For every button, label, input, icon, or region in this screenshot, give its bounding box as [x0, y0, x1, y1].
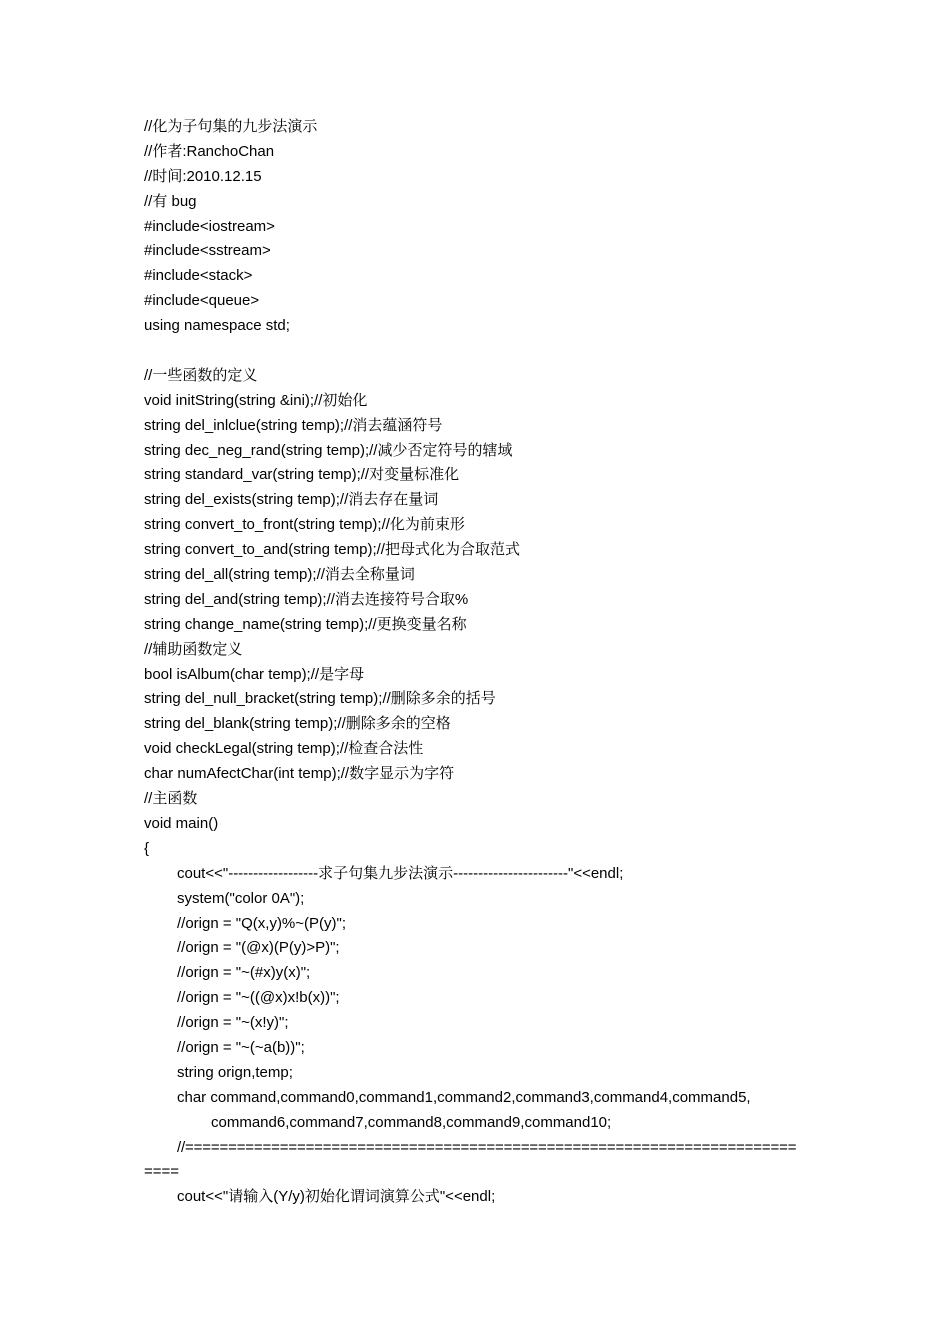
declaration-line: string convert_to_and(string temp);//把母式化为合取范式 — [144, 541, 520, 559]
code-line: char command,command0,command1,command2,command3,command4,command5, — [177, 1088, 751, 1106]
code-line: string orign,temp; — [177, 1063, 293, 1081]
comment-line: //orign = "~(#x)y(x)"; — [177, 964, 311, 982]
declaration-line: string del_all(string temp);//消去全称量词 — [144, 566, 415, 584]
comment-line: //化为子句集的九步法演示 — [144, 118, 318, 135]
comment-line: //有 bug — [144, 192, 197, 210]
comment-line: //orign = "Q(x,y)%~(P(y)"; — [177, 914, 347, 932]
declaration-line: string del_blank(string temp);//删除多余的空格 — [144, 715, 451, 733]
include-line: #include<iostream> — [144, 217, 275, 235]
code-line: cout<<"请输入(Y/y)初始化谓词演算公式"<<endl; — [177, 1188, 496, 1206]
separator-line: ==== — [144, 1163, 180, 1181]
declaration-line: bool isAlbum(char temp);//是字母 — [144, 665, 365, 683]
comment-line: //orign = "~(x!y)"; — [177, 1014, 289, 1032]
include-line: #include<queue> — [144, 292, 260, 310]
comment-line: //orign = "(@x)(P(y)>P)"; — [177, 939, 340, 957]
comment-line: //作者:RanchoChan — [144, 142, 275, 160]
code-line: using namespace std; — [144, 317, 290, 335]
comment-line: //一些函数的定义 — [144, 366, 258, 384]
declaration-line: void checkLegal(string temp);//检查合法性 — [144, 740, 424, 758]
declaration-line: void initString(string &ini);//初始化 — [144, 391, 368, 409]
declaration-line: string dec_neg_rand(string temp);//减少否定符号的辖域 — [144, 441, 513, 459]
declaration-line: string standard_var(string temp);//对变量标准化 — [144, 466, 460, 484]
include-line: #include<sstream> — [144, 242, 271, 260]
include-line: #include<stack> — [144, 267, 253, 285]
comment-line: //orign = "~(~a(b))"; — [177, 1038, 305, 1056]
declaration-line: string del_inlclue(string temp);//消去蕴涵符号 — [144, 416, 443, 434]
comment-line: //orign = "~((@x)x!b(x))"; — [177, 989, 340, 1007]
declaration-line: string change_name(string temp);//更换变量名称 — [144, 615, 467, 633]
code-line: { — [144, 839, 150, 857]
declaration-line: string del_exists(string temp);//消去存在量词 — [144, 491, 439, 509]
code-listing — [144, 115, 824, 1210]
comment-line: //时间:2010.12.15 — [144, 167, 262, 185]
code-line: system("color 0A"); — [177, 889, 305, 907]
declaration-line: string del_and(string temp);//消去连接符号合取% — [144, 590, 469, 608]
declaration-line: string convert_to_front(string temp);//化为前束形 — [144, 516, 465, 534]
comment-line: //主函数 — [144, 790, 198, 808]
declaration-line: char numAfectChar(int temp);//数字显示为字符 — [144, 765, 455, 783]
declaration-line: string del_null_bracket(string temp);//删除多余的括号 — [144, 690, 496, 708]
blank-line — [144, 339, 824, 364]
separator-line: //======================================================================= — [177, 1138, 797, 1156]
code-line: command6,command7,command8,command9,command10; — [211, 1113, 612, 1131]
comment-line: //辅助函数定义 — [144, 640, 243, 658]
code-line: void main() — [144, 814, 219, 832]
code-line: cout<<"------------------求子句集九步法演示-----------------------"<<endl; — [177, 864, 624, 882]
